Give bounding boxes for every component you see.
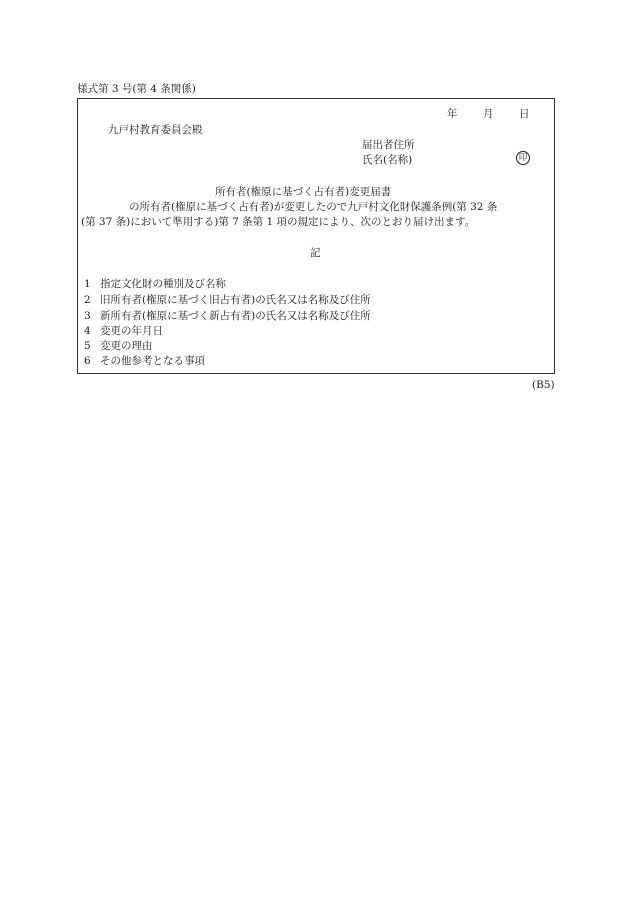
date-year-label: 年 (447, 108, 458, 120)
list-item (84, 356, 205, 367)
date-month-label: 月 (483, 108, 494, 120)
item-text: 指定文化財の種別及び名称 (100, 278, 226, 290)
body-text-line-2: (第 37 条)において準用する)第 7 条第 1 項の規定により、次のとおり届け出ます。 (81, 216, 476, 228)
list-item (84, 326, 163, 337)
list-item (84, 311, 371, 322)
item-text: 変更の年月日 (100, 325, 163, 337)
item-text: 旧所有者(権原に基づく旧占有者)の氏名又は名称及び住所 (100, 294, 371, 306)
paper-size-label: (B5) (532, 379, 555, 391)
item-number: 4 (84, 325, 91, 337)
item-number: 6 (84, 355, 91, 367)
item-text: その他参考となる事項 (100, 355, 205, 367)
date-day-label: 日 (519, 108, 530, 120)
addressee: 九戸村教育委員会殿 (108, 124, 203, 136)
seal-mark: 印 (516, 151, 530, 165)
list-item (84, 279, 226, 290)
item-number: 3 (84, 310, 91, 322)
notifier-address-label: 届出者住所 (362, 139, 415, 151)
item-number: 5 (84, 340, 91, 352)
ki-heading: 記 (310, 247, 321, 259)
list-item (84, 341, 153, 352)
list-item (84, 295, 371, 306)
item-number: 1 (84, 278, 91, 290)
item-text: 新所有者(権原に基づく新占有者)の氏名又は名称及び住所 (100, 310, 371, 322)
document-title: 所有者(権原に基づく占有者)変更届書 (215, 186, 392, 198)
body-text-line-1: の所有者(権原に基づく占有者)が変更したので九戸村文化財保護条例(第 32 条 (129, 201, 498, 213)
form-number-label: 様式第 3 号(第 4 条関係) (77, 83, 196, 95)
item-number: 2 (84, 294, 91, 306)
notifier-name-label: 氏名(名称) (362, 154, 413, 166)
item-text: 変更の理由 (100, 340, 153, 352)
